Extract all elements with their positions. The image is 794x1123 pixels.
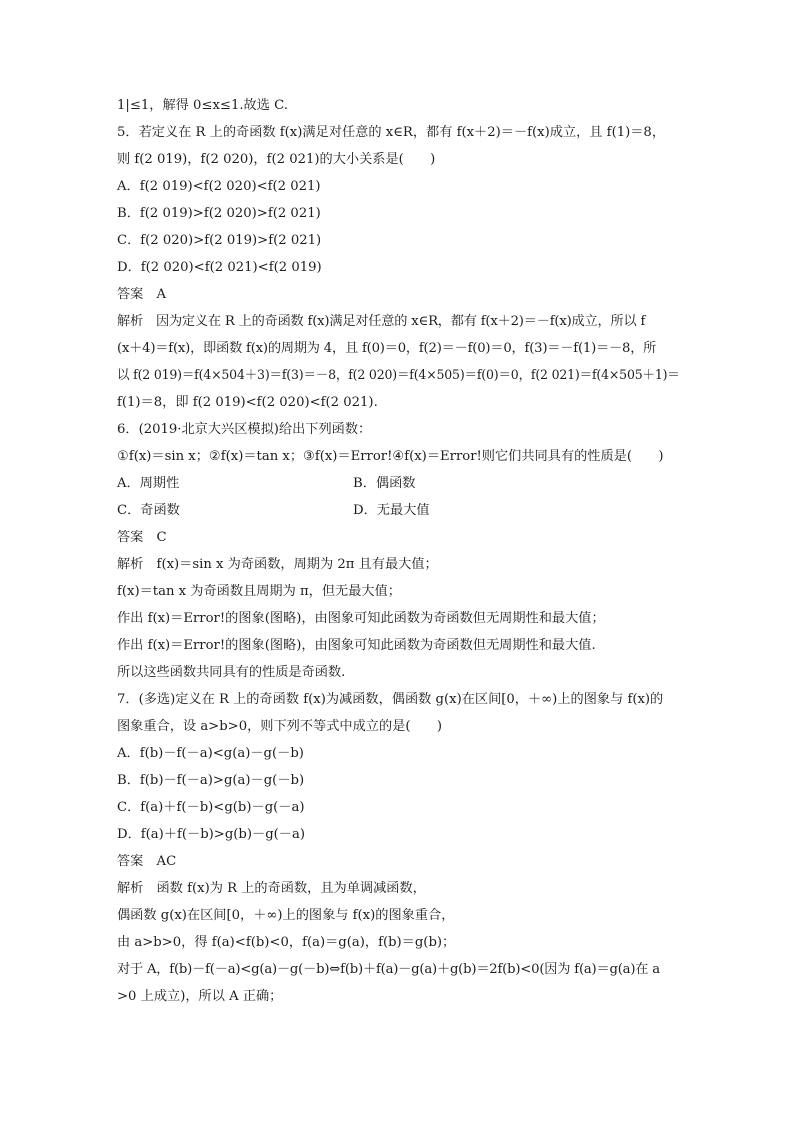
option-b: B．f(b)－f(－a)>g(a)－g(－b) <box>117 773 305 788</box>
question-7-stem: 7．(多选)定义在 R 上的奇函数 f(x)为减函数，偶函数 g(x)在区间[0，＋∞)上的图象与 f(x)的 <box>117 692 664 707</box>
analysis-line: 作出 f(x)＝Error!的图象(图略)，由图象可知此函数为奇函数但无周期性和最大值. <box>117 638 596 653</box>
option-b: B．f(2 019)>f(2 020)>f(2 021) <box>117 206 321 221</box>
option-d: D．f(2 020)<f(2 021)<f(2 019) <box>117 260 322 275</box>
option-b: B．偶函数 <box>353 476 416 491</box>
analysis-line: 对于 A，f(b)－f(－a)<g(a)－g(－b)⇔f(b)＋f(a)－g(a)＋g(b)＝2f(b)<0(因为 f(a)＝g(a)在 a <box>117 962 660 977</box>
answer-label: 答案 A <box>117 287 167 302</box>
question-5-stem: 则 f(2 019)，f(2 020)，f(2 021)的大小关系是( ) <box>117 152 436 167</box>
analysis-line: (x＋4)＝f(x)，即函数 f(x)的周期为 4，且 f(0)＝0，f(2)＝－f(0)＝0，f(3)＝－f(1)＝－8，所 <box>117 341 657 356</box>
analysis-line: 解析 f(x)＝sin x 为奇函数，周期为 2π 且有最大值； <box>117 557 438 572</box>
analysis-line: 解析 函数 f(x)为 R 上的奇函数，且为单调减函数， <box>117 881 426 896</box>
option-a: A．周期性 <box>117 476 180 491</box>
option-c: C．奇函数 <box>117 503 180 518</box>
question-7-stem: 图象重合，设 a>b>0，则下列不等式中成立的是( ) <box>117 719 443 734</box>
analysis-line: f(1)＝8，即 f(2 019)<f(2 020)<f(2 021). <box>117 395 378 410</box>
answer-label: 答案 AC <box>117 854 177 869</box>
analysis-line: 以 f(2 019)＝f(4×504＋3)＝f(3)＝－8，f(2 020)＝f(4×505)＝f(0)＝0，f(2 021)＝f(4×505＋1)＝ <box>117 368 680 383</box>
analysis-line: 作出 f(x)＝Error!的图象(图略)，由图象可知此函数为奇函数但无周期性和最大值； <box>117 611 605 626</box>
option-a: A．f(b)－f(－a)<g(a)－g(－b) <box>117 746 304 761</box>
analysis-line: 由 a>b>0，得 f(a)<f(b)<0，f(a)＝g(a)，f(b)＝g(b)； <box>117 935 456 950</box>
question-6-stem: 6．(2019·北京大兴区模拟)给出下列函数： <box>117 422 372 437</box>
option-c: C．f(a)＋f(－b)<g(b)－g(－a) <box>117 800 305 815</box>
question-5-stem: 5．若定义在 R 上的奇函数 f(x)满足对任意的 x∈R，都有 f(x＋2)＝－f(x)成立，且 f(1)＝8， <box>117 125 666 140</box>
analysis-line: >0 上成立)，所以 A 正确； <box>117 989 283 1004</box>
analysis-line: 偶函数 g(x)在区间[0，＋∞)上的图象与 f(x)的图象重合， <box>117 908 455 923</box>
analysis-line: f(x)＝tan x 为奇函数且周期为 π，但无最大值； <box>117 584 401 599</box>
analysis-line: 所以这些函数共同具有的性质是奇函数. <box>117 665 346 680</box>
option-d: D．无最大值 <box>353 503 430 518</box>
option-a: A．f(2 019)<f(2 020)<f(2 021) <box>117 179 321 194</box>
option-c: C．f(2 020)>f(2 019)>f(2 021) <box>117 233 322 248</box>
question-6-stem: ①f(x)＝sin x；②f(x)＝tan x；③f(x)＝Error!④f(x)＝Error!则它们共同具有的性质是( ) <box>117 449 664 464</box>
text-line: 1|≤1，解得 0≤x≤1.故选 C. <box>117 98 288 113</box>
option-d: D．f(a)＋f(－b)>g(b)－g(－a) <box>117 827 305 842</box>
answer-label: 答案 C <box>117 530 167 545</box>
analysis-line: 解析 因为定义在 R 上的奇函数 f(x)满足对任意的 x∈R，都有 f(x＋2)＝－f(x)成立，所以 f <box>117 314 646 329</box>
